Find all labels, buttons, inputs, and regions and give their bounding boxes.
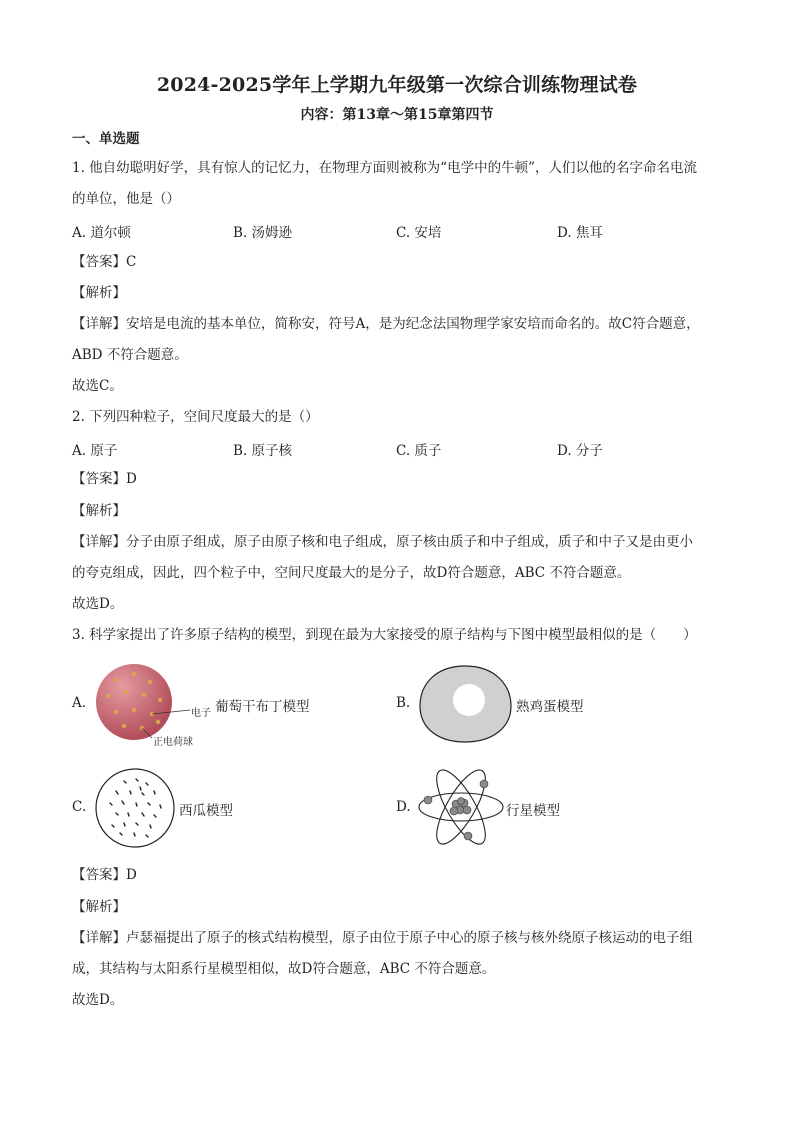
q2-option-b: B. 原子核 (233, 443, 293, 459)
planetary-model-figure (416, 760, 506, 854)
q1-option-a: A. 道尔顿 (72, 225, 131, 241)
q2-option-d: D. 分子 (557, 443, 603, 459)
q2-analysis: 【解析】 (72, 503, 126, 519)
q2-option-c: C. 质子 (396, 443, 442, 459)
q1-option-c: C. 安培 (396, 225, 442, 241)
page-title: 2024-2025学年上学期九年级第一次综合训练物理试卷 (156, 74, 638, 96)
nucleus (450, 798, 471, 816)
q2-detail-line2: 的夸克组成，因此，四个粒子中，空间尺度最大的是分子，故D符合题意，ABC 不符合题意。 (72, 565, 631, 581)
q2-detail-line1: 【详解】分子由原子组成，原子由原子核和电子组成，原子核由质子和中子组成，质子和中子又是由更小 (72, 534, 693, 550)
q3-option-c-label: 西瓜模型 (179, 803, 233, 819)
q3-option-c-letter: C. (72, 799, 87, 815)
egg-model-figure (418, 664, 513, 744)
page-subtitle: 内容：第13章～第15章第四节 (300, 107, 494, 123)
q3-option-a-letter: A. (72, 695, 87, 711)
q1-detail-line1: 【详解】安培是电流的基本单位，简称安，符号A，是为纪念法国物理学家安培而命名的。故C符合题意， (72, 316, 700, 332)
q3-option-b-letter: B. (396, 695, 411, 711)
q1-stem-line2: 的单位，他是（） (72, 191, 180, 207)
egg-yolk (453, 684, 485, 716)
q3-analysis: 【解析】 (72, 899, 126, 915)
q1-option-d: D. 焦耳 (557, 225, 603, 241)
positive-sphere-label: 正电荷球 (153, 737, 193, 748)
q3-option-a-label: 葡萄干布丁模型 (215, 699, 310, 715)
q1-analysis: 【解析】 (72, 285, 126, 301)
q1-answer: 【答案】C (72, 254, 137, 270)
q3-detail-line2: 成，其结构与太阳系行星模型相似，故D符合题意，ABC 不符合题意。 (72, 961, 496, 977)
q2-option-a: A. 原子 (72, 443, 118, 459)
q3-detail-line1: 【详解】卢瑟福提出了原子的核式结构模型，原子由位于原子中心的原子核与核外绕原子核运动的电子组 (72, 930, 693, 946)
q1-detail-line2: ABD 不符合题意。 (72, 347, 188, 363)
q2-answer: 【答案】D (72, 471, 137, 487)
q2-stem-line1: 2. 下列四种粒子，空间尺度最大的是（） (72, 409, 319, 425)
q3-option-d-letter: D. (396, 799, 411, 815)
q3-option-d-label: 行星模型 (506, 803, 560, 819)
q3-stem-line1: 3. 科学家提出了许多原子结构的模型，到现在最为大家接受的原子结构与下图中模型最相似的是（ ） (72, 627, 697, 643)
q1-stem-line1: 1. 他自幼聪明好学，具有惊人的记忆力，在物理方面则被称为“电学中的牛顿”，人们以他的名字命名电流 (72, 160, 697, 176)
q3-option-b-label: 熟鸡蛋模型 (516, 699, 584, 715)
q3-answer: 【答案】D (72, 867, 137, 883)
q2-conclusion: 故选D。 (72, 596, 124, 612)
watermelon-model-figure (94, 767, 176, 849)
q3-conclusion: 故选D。 (72, 992, 124, 1008)
q1-conclusion: 故选C。 (72, 378, 123, 394)
section-heading: 一、单选题 (72, 131, 140, 147)
q1-option-b: B. 汤姆逊 (233, 225, 293, 241)
electron-label: 电子 (191, 708, 211, 719)
